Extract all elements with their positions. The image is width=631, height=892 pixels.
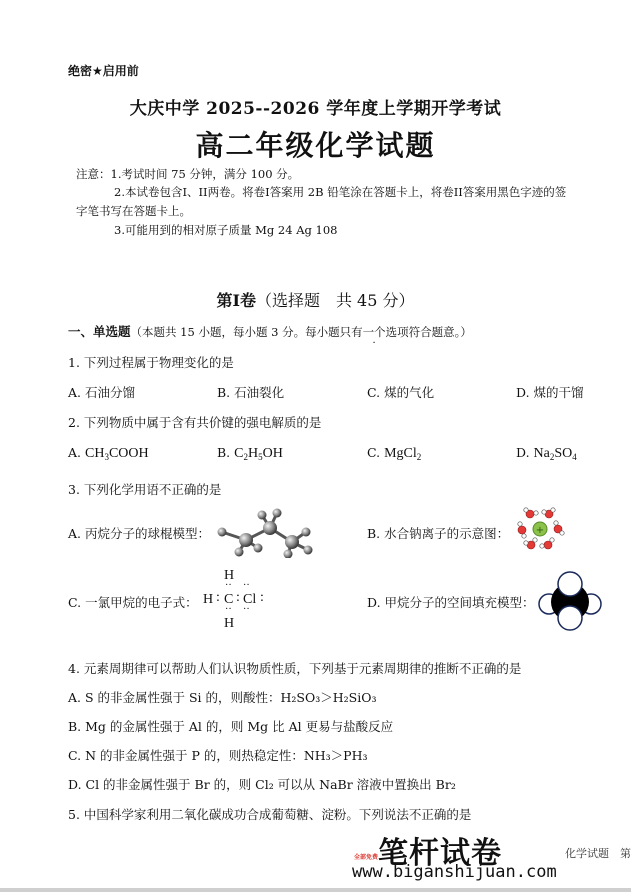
part-label: 一、单选题 xyxy=(68,324,131,339)
lewis-h-left: H xyxy=(203,592,214,607)
question-2-stem: 2. 下列物质中属于含有共价键的强电解质的是 xyxy=(68,415,322,430)
question-1-stem: 1. 下列过程属于物理变化的是 xyxy=(68,355,234,370)
section-title xyxy=(0,288,631,311)
question-2-option-b xyxy=(217,445,283,462)
question-5-stem: 5. 中国科学家利用二氧化碳成功合成葡萄糖、淀粉。下列说法不正确的是 xyxy=(68,807,472,822)
question-2-option-c xyxy=(367,445,421,462)
lewis-dots: ·· xyxy=(243,580,250,591)
question-3-option-a: A. 丙烷分子的球棍模型： xyxy=(68,526,210,541)
lewis-c: C xyxy=(224,592,234,607)
part-desc-emphasis: 一个 xyxy=(362,325,386,339)
lewis-dots: ·· xyxy=(225,604,232,615)
question-1-option-d: D. 煤的干馏 xyxy=(516,385,584,400)
section-title-bold: 第I卷 xyxy=(216,291,256,310)
question-4-option-d: D. Cl 的非金属性强于 Br 的，则 Cl₂ 可以从 NaBr 溶液中置换出 Br₂ xyxy=(68,777,456,792)
lewis-cl: Cl xyxy=(243,592,257,607)
option-letter: B. xyxy=(217,445,231,460)
chloromethane-lewis-structure xyxy=(203,568,273,634)
question-4-option-c: C. N 的非金属性强于 P 的，则热稳定性：NH₃＞PH₃ xyxy=(68,748,368,763)
question-3-option-c: C. 一氯甲烷的电子式： xyxy=(68,595,198,610)
formula-na2so4: $Na_2SO_4$ xyxy=(533,446,577,462)
exam-name: 大庆中学 2025--2026 学年度上学期开学考试 xyxy=(129,99,502,119)
part-desc-post: 选项符合题意。） xyxy=(385,325,472,339)
question-3-option-d: D. 甲烷分子的空间填充模型： xyxy=(367,595,535,610)
part-header xyxy=(68,322,472,340)
lewis-dots: ·· xyxy=(243,604,250,615)
methane-space-filling-model-icon xyxy=(538,570,602,632)
lewis-dots: : xyxy=(260,590,264,605)
formula-ch3cooh: $CH_3COOH$ xyxy=(85,446,149,462)
paper-title: 高二年级化学试题 xyxy=(195,129,436,162)
watermark-title: 笔杆试卷 xyxy=(378,836,502,871)
svg-text:+: + xyxy=(535,525,545,536)
question-1-option-c: C. 煤的气化 xyxy=(367,385,435,400)
note-line-2-cont: 字笔书写在答题卡上。 xyxy=(76,204,191,218)
watermark-free-tag: 全部免费 xyxy=(354,854,379,861)
part-desc-pre: （本题共 15 小题，每小题 3 分。每小题只有 xyxy=(130,325,363,339)
question-4-option-a: A. S 的非金属性强于 Si 的，则酸性：H₂SO₃＞H₂SiO₃ xyxy=(68,690,377,705)
question-4-stem: 4. 元素周期律可以帮助人们认识物质性质，下列基于元素周期律的推断不正确的是 xyxy=(68,661,522,676)
lewis-dots: ·· xyxy=(225,580,232,591)
formula-c2h5oh: $C_2H_5OH$ xyxy=(234,446,283,462)
option-letter: C. xyxy=(367,445,381,460)
lewis-h-top: H xyxy=(224,568,235,583)
hydrated-sodium-ion-icon xyxy=(514,505,566,553)
lewis-h-bottom: H xyxy=(224,616,235,631)
lewis-dots: : xyxy=(236,590,240,605)
question-2-option-d xyxy=(516,445,577,462)
option-letter: D. xyxy=(516,445,530,460)
question-1-option-a: A. 石油分馏 xyxy=(68,385,135,400)
note-line-2: 2.本试卷包含I、II两卷。将卷I答案用 2B 铅笔涂在答题卡上，将卷II答案用黑色字迹的签 xyxy=(114,185,567,199)
question-3-stem: 3. 下列化学用语不正确的是 xyxy=(68,482,222,497)
question-3-option-b: B. 水合钠离子的示意图： xyxy=(367,526,510,541)
section-title-rest: （选择题 共 45 分） xyxy=(255,291,415,310)
note-line-1: 注意：1.考试时间 75 分钟，满分 100 分。 xyxy=(76,167,300,181)
lewis-dots: : xyxy=(216,590,220,605)
question-2-option-a xyxy=(68,445,149,462)
secret-mark: 绝密★启用前 xyxy=(68,64,139,78)
question-4-option-b: B. Mg 的金属性强于 Al 的，则 Mg 比 Al 更易与盐酸反应 xyxy=(68,719,394,734)
question-1-option-b: B. 石油裂化 xyxy=(217,385,285,400)
formula-mgcl2: MgCl$_2$ xyxy=(384,446,422,462)
note-line-3: 3.可能用到的相对原子质量 Mg 24 Ag 108 xyxy=(114,223,338,237)
page-footer-label: 化学试题 第 xyxy=(565,847,631,860)
watermark-url[interactable]: www.biganshijuan.com xyxy=(352,862,557,882)
option-letter: A. xyxy=(68,445,82,460)
propane-ball-stick-model-icon xyxy=(212,500,322,558)
bottom-divider xyxy=(0,888,631,892)
